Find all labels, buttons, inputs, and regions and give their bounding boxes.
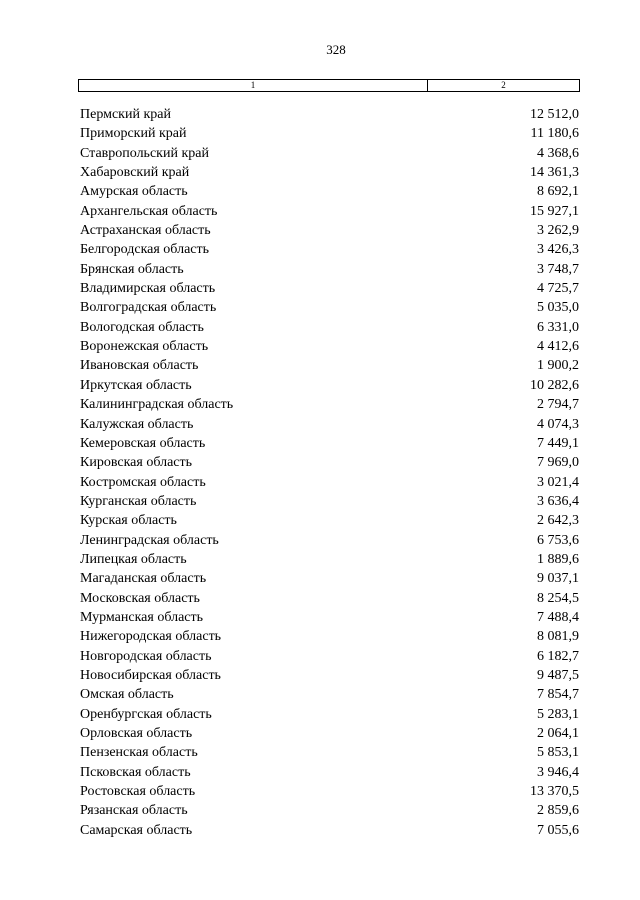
region-value: 8 692,1 [537,184,579,200]
region-name: Костромская область [80,474,206,490]
region-name: Астраханская область [80,223,211,239]
region-name: Московская область [80,590,200,606]
region-name: Вологодская область [80,319,204,335]
region-name: Кемеровская область [80,435,206,451]
region-name: Омская область [80,687,174,703]
region-name: Ивановская область [80,358,199,374]
table-row [0,182,640,201]
table-row [0,221,640,240]
region-name: Воронежская область [80,339,209,355]
table-row [0,356,640,375]
region-value: 15 927,1 [530,203,579,219]
region-name: Иркутская область [80,377,192,393]
region-value: 2 064,1 [537,726,579,741]
region-value: 7 969,0 [537,455,579,471]
table-row [0,279,640,298]
region-value: 10 282,6 [530,377,579,393]
region-value: 9 037,1 [537,571,579,587]
table-row [0,647,640,666]
region-name: Пензенская область [80,745,198,761]
region-name: Пермский край [80,107,171,122]
region-name: Мурманская область [80,609,204,625]
region-value: 6 753,6 [537,532,579,548]
table-row [0,608,640,627]
region-value: 5 035,0 [537,300,579,316]
table-row [0,666,640,685]
table-row [0,569,640,588]
region-name: Псковская область [80,764,191,780]
table-row [0,492,640,511]
table-row [0,743,640,762]
table-row [0,782,640,801]
region-value: 4 725,7 [537,281,579,297]
table-row [0,105,640,124]
table-row [0,337,640,356]
region-value: 7 488,4 [537,609,579,625]
region-value: 3 021,4 [537,474,579,490]
region-value: 2 794,7 [537,397,579,413]
region-value: 8 081,9 [537,629,579,645]
region-name: Хабаровский край [80,165,190,181]
table-row [0,453,640,472]
region-value: 3 426,3 [537,242,579,258]
region-name: Брянская область [80,261,184,277]
region-value: 2 642,3 [537,513,579,529]
region-name: Рязанская область [80,803,188,819]
table-row [0,705,640,724]
region-name: Ленинградская область [80,532,219,548]
region-name: Самарская область [80,822,193,838]
region-value: 3 636,4 [537,493,579,509]
table-row [0,395,640,414]
region-name: Калужская область [80,416,194,432]
table-header [78,79,580,92]
table-row [0,144,640,163]
table-row [0,318,640,337]
region-name: Ставропольский край [80,145,209,161]
region-name: Кировская область [80,455,193,471]
header-column-2: 2 [501,80,506,90]
region-name: Нижегородская область [80,629,222,645]
region-name: Амурская область [80,184,188,200]
region-name: Магаданская область [80,571,207,587]
table-row [0,589,640,608]
region-value: 13 370,5 [530,784,579,800]
table-row [0,260,640,279]
region-value: 3 946,4 [537,764,579,780]
table-row [0,821,640,840]
table-row [0,531,640,550]
region-value: 11 180,6 [530,126,579,142]
region-value: 14 361,3 [530,165,579,181]
table-row [0,473,640,492]
region-name: Орловская область [80,726,193,741]
region-value: 1 900,2 [537,358,579,374]
region-name: Ростовская область [80,784,196,800]
table-row [0,124,640,143]
table-row [0,763,640,782]
region-value: 7 854,7 [537,687,579,703]
header-column-1: 1 [79,80,428,91]
region-name: Курганская область [80,493,197,509]
region-value: 2 859,6 [537,803,579,819]
region-value: 5 283,1 [537,706,579,722]
region-name: Приморский край [80,126,187,142]
region-value: 7 449,1 [537,435,579,451]
region-value: 3 262,9 [537,223,579,239]
region-value: 5 853,1 [537,745,579,761]
region-name: Курская область [80,513,177,529]
region-name: Липецкая область [80,551,187,567]
data-table-body [0,105,640,840]
table-row [0,298,640,317]
region-value: 12 512,0 [530,107,579,122]
region-value: 9 487,5 [537,667,579,683]
table-row [0,240,640,259]
region-value: 1 889,6 [537,551,579,567]
region-name: Белгородская область [80,242,210,258]
table-row [0,685,640,704]
region-name: Новосибирская область [80,667,221,683]
table-row [0,376,640,395]
table-row [0,550,640,569]
table-row [0,724,640,743]
region-value: 6 331,0 [537,319,579,335]
region-value: 4 074,3 [537,416,579,432]
table-row [0,415,640,434]
region-value: 6 182,7 [537,648,579,664]
region-name: Оренбургская область [80,706,212,722]
region-name: Калининградская область [80,397,234,413]
table-row [0,163,640,182]
region-value: 8 254,5 [537,590,579,606]
region-value: 4 368,6 [537,145,579,161]
table-row [0,627,640,646]
table-row [0,801,640,820]
region-name: Волгоградская область [80,300,217,316]
page-number: 328 [326,42,346,57]
region-value: 7 055,6 [537,822,579,838]
region-value: 4 412,6 [537,339,579,355]
table-row [0,511,640,530]
table-row [0,434,640,453]
region-value: 3 748,7 [537,261,579,277]
region-name: Новгородская область [80,648,212,664]
region-name: Архангельская область [80,203,218,219]
table-row [0,202,640,221]
region-name: Владимирская область [80,281,216,297]
